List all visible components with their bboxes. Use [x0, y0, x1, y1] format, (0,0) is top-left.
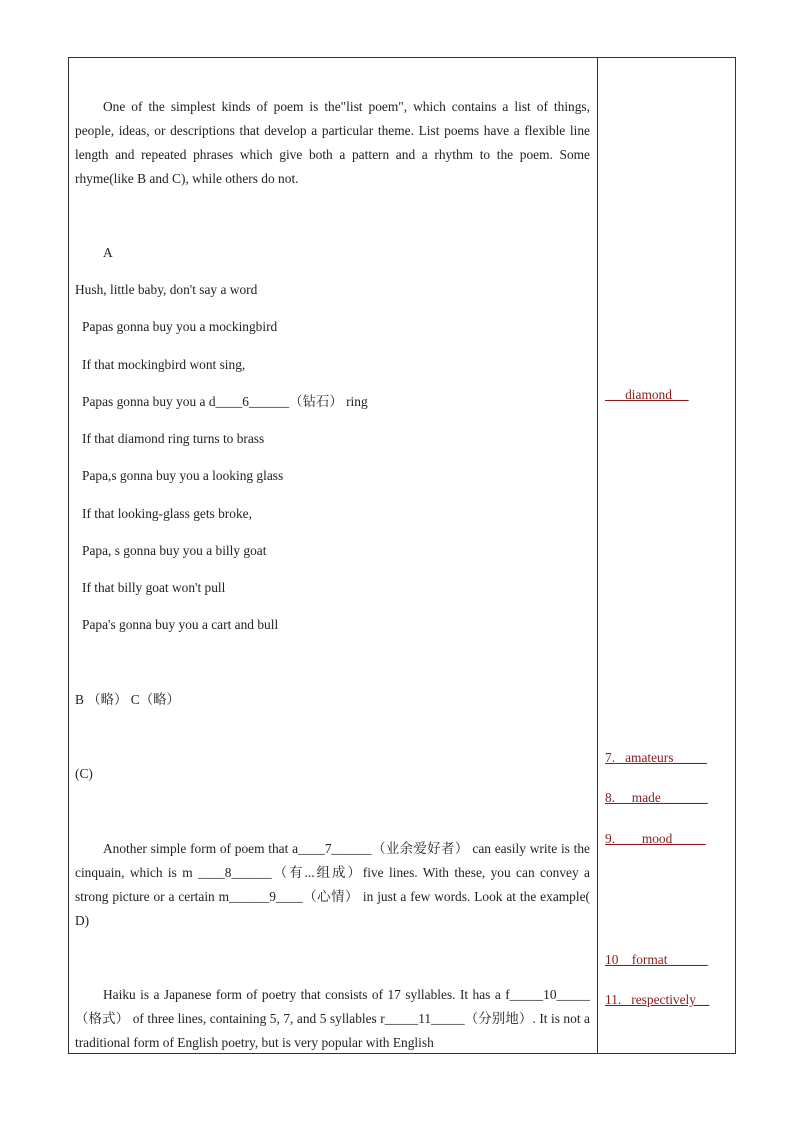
answer-6: ___diamond__ [605, 387, 689, 402]
answer-11: 11. respectively__ [605, 992, 710, 1007]
poem-line: Papa's gonna buy you a cart and bull [82, 617, 279, 632]
poem-line: Papa, s gonna buy you a billy goat [82, 543, 267, 558]
answer-8: 8. made_______ [605, 790, 708, 805]
poem-line-blank-6: Papas gonna buy you a d____6______（钻石） ring [82, 394, 368, 409]
poem-line: Hush, little baby, don't say a word [75, 282, 258, 297]
cinquain-paragraph: Another simple form of poem that a____7______（业余爱好者） can easily write is the cinquain, which is m ____8______（有...组成）five lines. With these, you can convey a strong picture or a certain m______9____（心情） in just a few words. Look at the example( D) [75, 841, 590, 928]
c-label: (C) [75, 766, 93, 781]
column-divider [597, 57, 598, 1054]
poem-line: If that looking-glass gets broke, [82, 506, 252, 521]
haiku-paragraph: Haiku is a Japanese form of poetry that consists of 17 syllables. It has a f_____10_____（格式） of three lines, containing 5, 7, and 5 syllables r_____11_____（分别地）. It is not a traditional form of English poetry, but is very popular with English [75, 987, 590, 1050]
poem-line: Papas gonna buy you a mockingbird [82, 319, 278, 334]
poem-line: If that mockingbird wont sing, [82, 357, 246, 372]
poem-line: If that diamond ring turns to brass [82, 431, 265, 446]
b-c-omitted-line: B （略） C（略） [75, 692, 180, 707]
poem-a-label: A [103, 245, 113, 260]
poem-line: Papa,s gonna buy you a looking glass [82, 468, 284, 483]
intro-paragraph: One of the simplest kinds of poem is the"list poem", which contains a list of things, people, ideas, or descriptions that develop a particular theme. List poems have a flexible line length and repeated phrases which give both a pattern and a rhythm to the poem. Some rhyme(like B and C), while others do not. [75, 99, 590, 186]
poem-line: If that billy goat won't pull [82, 580, 226, 595]
answer-10: 10__format______ [605, 952, 708, 967]
answer-7: 7. amateurs_____ [605, 750, 707, 765]
answer-9: 9.____mood_____ [605, 831, 706, 846]
